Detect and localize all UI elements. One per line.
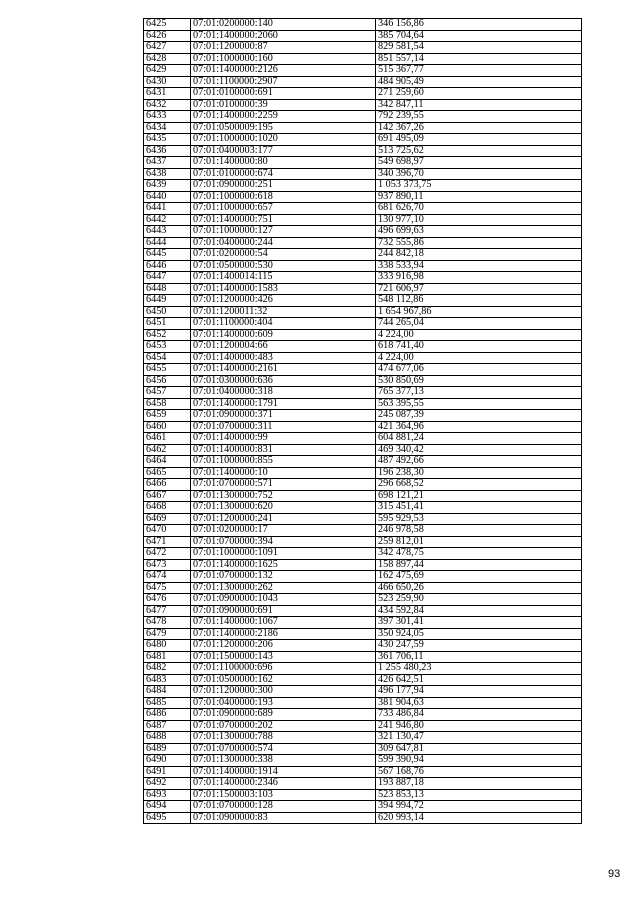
table-row: [144, 341, 582, 353]
cadastral-number-cell: 07:01:0400000:193: [191, 697, 376, 709]
row-number-cell: 6486: [144, 709, 191, 721]
row-number-cell: 6468: [144, 502, 191, 514]
table-row: [144, 513, 582, 525]
value-cell: 394 994,72: [376, 801, 582, 813]
cadastral-number-cell: 07:01:1500000:143: [191, 651, 376, 663]
table-row: [144, 329, 582, 341]
cadastral-number-cell: 07:01:0500009:195: [191, 122, 376, 134]
row-number-cell: 6425: [144, 19, 191, 31]
row-number-cell: 6426: [144, 30, 191, 42]
table-row: [144, 732, 582, 744]
cadastral-number-cell: 07:01:1000000:1091: [191, 548, 376, 560]
table-row: [144, 801, 582, 813]
table-row: [144, 352, 582, 364]
table-row: [144, 387, 582, 399]
row-number-cell: 6476: [144, 594, 191, 606]
table-row: [144, 30, 582, 42]
row-number-cell: 6494: [144, 801, 191, 813]
value-cell: 245 087,39: [376, 410, 582, 422]
table-row: [144, 433, 582, 445]
table-row: [144, 571, 582, 583]
table-row: [144, 743, 582, 755]
table-row: [144, 237, 582, 249]
cadastral-number-cell: 07:01:1400000:2126: [191, 65, 376, 77]
cadastral-number-cell: 07:01:1100000:696: [191, 663, 376, 675]
row-number-cell: 6447: [144, 272, 191, 284]
cadastral-number-cell: 07:01:0200000:17: [191, 525, 376, 537]
cadastral-number-cell: 07:01:0900000:83: [191, 812, 376, 824]
value-cell: 765 377,13: [376, 387, 582, 399]
value-cell: 681 626,70: [376, 203, 582, 215]
table-row: [144, 157, 582, 169]
table-row: [144, 617, 582, 629]
row-number-cell: 6451: [144, 318, 191, 330]
cadastral-number-cell: 07:01:1200011:32: [191, 306, 376, 318]
table-row: [144, 88, 582, 100]
value-cell: 246 978,58: [376, 525, 582, 537]
cadastral-number-cell: 07:01:1200000:206: [191, 640, 376, 652]
cadastral-number-cell: 07:01:1400000:1067: [191, 617, 376, 629]
table-body: [144, 19, 582, 824]
row-number-cell: 6444: [144, 237, 191, 249]
row-number-cell: 6466: [144, 479, 191, 491]
cadastral-number-cell: 07:01:0100000:39: [191, 99, 376, 111]
table-row: [144, 42, 582, 54]
value-cell: 466 650,26: [376, 582, 582, 594]
cadastral-number-cell: 07:01:0700000:132: [191, 571, 376, 583]
row-number-cell: 6462: [144, 444, 191, 456]
cadastral-number-cell: 07:01:0700000:202: [191, 720, 376, 732]
table-row: [144, 720, 582, 732]
table-row: [144, 283, 582, 295]
row-number-cell: 6475: [144, 582, 191, 594]
cadastral-number-cell: 07:01:1400000:80: [191, 157, 376, 169]
row-number-cell: 6446: [144, 260, 191, 272]
row-number-cell: 6458: [144, 398, 191, 410]
row-number-cell: 6477: [144, 605, 191, 617]
row-number-cell: 6483: [144, 674, 191, 686]
table-row: [144, 467, 582, 479]
value-cell: 595 929,53: [376, 513, 582, 525]
value-cell: 563 395,55: [376, 398, 582, 410]
cadastral-number-cell: 07:01:1200004:66: [191, 341, 376, 353]
row-number-cell: 6460: [144, 421, 191, 433]
value-cell: 484 905,49: [376, 76, 582, 88]
cadastral-number-cell: 07:01:0500000:162: [191, 674, 376, 686]
cadastral-number-cell: 07:01:1400000:99: [191, 433, 376, 445]
cadastral-number-cell: 07:01:1400000:751: [191, 214, 376, 226]
table-row: [144, 134, 582, 146]
table-row: [144, 306, 582, 318]
value-cell: 1 053 373,75: [376, 180, 582, 192]
table-row: [144, 766, 582, 778]
value-cell: 397 301,41: [376, 617, 582, 629]
row-number-cell: 6484: [144, 686, 191, 698]
cadastral-number-cell: 07:01:1400014:115: [191, 272, 376, 284]
value-cell: 721 606,97: [376, 283, 582, 295]
row-number-cell: 6471: [144, 536, 191, 548]
value-cell: 515 367,77: [376, 65, 582, 77]
table-row: [144, 628, 582, 640]
row-number-cell: 6455: [144, 364, 191, 376]
row-number-cell: 6487: [144, 720, 191, 732]
value-cell: 549 698,97: [376, 157, 582, 169]
value-cell: 430 247,59: [376, 640, 582, 652]
row-number-cell: 6489: [144, 743, 191, 755]
value-cell: 142 367,26: [376, 122, 582, 134]
value-cell: 342 847,11: [376, 99, 582, 111]
table-row: [144, 709, 582, 721]
value-cell: 523 853,13: [376, 789, 582, 801]
cadastral-number-cell: 07:01:1000000:1020: [191, 134, 376, 146]
value-cell: 241 946,80: [376, 720, 582, 732]
row-number-cell: 6440: [144, 191, 191, 203]
value-cell: 698 121,21: [376, 490, 582, 502]
cadastral-number-cell: 07:01:1000000:618: [191, 191, 376, 203]
table-row: [144, 456, 582, 468]
row-number-cell: 6473: [144, 559, 191, 571]
table-row: [144, 53, 582, 65]
value-cell: 604 881,24: [376, 433, 582, 445]
value-cell: 469 340,42: [376, 444, 582, 456]
value-cell: 434 592,84: [376, 605, 582, 617]
table-row: [144, 697, 582, 709]
value-cell: 158 897,44: [376, 559, 582, 571]
cadastral-number-cell: 07:01:1000000:160: [191, 53, 376, 65]
table-row: [144, 99, 582, 111]
table-row: [144, 65, 582, 77]
cadastral-number-cell: 07:01:1400000:1625: [191, 559, 376, 571]
cadastral-number-cell: 07:01:0900000:691: [191, 605, 376, 617]
row-number-cell: 6439: [144, 180, 191, 192]
cadastral-number-cell: 07:01:1100000:2907: [191, 76, 376, 88]
table-row: [144, 525, 582, 537]
value-cell: 271 259,60: [376, 88, 582, 100]
row-number-cell: 6467: [144, 490, 191, 502]
value-cell: 426 642,51: [376, 674, 582, 686]
value-cell: 744 265,04: [376, 318, 582, 330]
value-cell: 733 486,84: [376, 709, 582, 721]
row-number-cell: 6437: [144, 157, 191, 169]
table-row: [144, 686, 582, 698]
row-number-cell: 6474: [144, 571, 191, 583]
value-cell: 309 647,81: [376, 743, 582, 755]
cadastral-number-cell: 07:01:1400000:1583: [191, 283, 376, 295]
row-number-cell: 6482: [144, 663, 191, 675]
cadastral-number-cell: 07:01:0100000:674: [191, 168, 376, 180]
row-number-cell: 6479: [144, 628, 191, 640]
value-cell: 732 555,86: [376, 237, 582, 249]
row-number-cell: 6442: [144, 214, 191, 226]
value-cell: 346 156,86: [376, 19, 582, 31]
row-number-cell: 6465: [144, 467, 191, 479]
cadastral-number-cell: 07:01:1100000:404: [191, 318, 376, 330]
value-cell: 599 390,94: [376, 755, 582, 767]
table-row: [144, 421, 582, 433]
cadastral-number-cell: 07:01:1300000:752: [191, 490, 376, 502]
row-number-cell: 6448: [144, 283, 191, 295]
cadastral-number-cell: 07:01:1500003:103: [191, 789, 376, 801]
cadastral-number-cell: 07:01:1400000:2259: [191, 111, 376, 123]
table-row: [144, 674, 582, 686]
table-row: [144, 559, 582, 571]
cadastral-number-cell: 07:01:0700000:128: [191, 801, 376, 813]
table-row: [144, 548, 582, 560]
table-row: [144, 295, 582, 307]
row-number-cell: 6461: [144, 433, 191, 445]
table-row: [144, 180, 582, 192]
cadastral-number-cell: 07:01:1400000:2346: [191, 778, 376, 790]
value-cell: 513 725,62: [376, 145, 582, 157]
page-number: 93: [608, 868, 621, 880]
table-row: [144, 214, 582, 226]
table-row: [144, 375, 582, 387]
row-number-cell: 6459: [144, 410, 191, 422]
table-row: [144, 410, 582, 422]
table-row: [144, 663, 582, 675]
cadastral-number-cell: 07:01:0400000:244: [191, 237, 376, 249]
table-row: [144, 778, 582, 790]
table-row: [144, 168, 582, 180]
row-number-cell: 6478: [144, 617, 191, 629]
value-cell: 1 255 480,23: [376, 663, 582, 675]
value-cell: 530 850,69: [376, 375, 582, 387]
table-row: [144, 812, 582, 824]
row-number-cell: 6464: [144, 456, 191, 468]
table-row: [144, 191, 582, 203]
table-row: [144, 444, 582, 456]
cadastral-number-cell: 07:01:0200000:54: [191, 249, 376, 261]
row-number-cell: 6470: [144, 525, 191, 537]
cadastral-number-cell: 07:01:0200000:140: [191, 19, 376, 31]
cadastral-value-table: [143, 18, 582, 824]
value-cell: 691 495,09: [376, 134, 582, 146]
row-number-cell: 6485: [144, 697, 191, 709]
cadastral-number-cell: 07:01:0700000:394: [191, 536, 376, 548]
table-row: [144, 605, 582, 617]
table-row: [144, 789, 582, 801]
value-cell: 193 887,18: [376, 778, 582, 790]
cadastral-number-cell: 07:01:1400000:831: [191, 444, 376, 456]
row-number-cell: 6488: [144, 732, 191, 744]
cadastral-number-cell: 07:01:1200000:87: [191, 42, 376, 54]
row-number-cell: 6495: [144, 812, 191, 824]
table-row: [144, 111, 582, 123]
value-cell: 361 706,11: [376, 651, 582, 663]
value-cell: 296 668,52: [376, 479, 582, 491]
value-cell: 315 451,41: [376, 502, 582, 514]
table-row: [144, 203, 582, 215]
table-row: [144, 318, 582, 330]
row-number-cell: 6430: [144, 76, 191, 88]
table-row: [144, 226, 582, 238]
cadastral-number-cell: 07:01:1400000:2060: [191, 30, 376, 42]
value-cell: 487 492,66: [376, 456, 582, 468]
table-row: [144, 594, 582, 606]
cadastral-number-cell: 07:01:1300000:262: [191, 582, 376, 594]
row-number-cell: 6450: [144, 306, 191, 318]
row-number-cell: 6481: [144, 651, 191, 663]
cadastral-number-cell: 07:01:1400000:2186: [191, 628, 376, 640]
value-cell: 421 364,96: [376, 421, 582, 433]
table-row: [144, 536, 582, 548]
table-row: [144, 260, 582, 272]
table-row: [144, 479, 582, 491]
cadastral-number-cell: 07:01:1300000:338: [191, 755, 376, 767]
cadastral-number-cell: 07:01:1400000:2161: [191, 364, 376, 376]
cadastral-number-cell: 07:01:0100000:691: [191, 88, 376, 100]
value-cell: 385 704,64: [376, 30, 582, 42]
row-number-cell: 6454: [144, 352, 191, 364]
cadastral-number-cell: 07:01:0300000:636: [191, 375, 376, 387]
row-number-cell: 6428: [144, 53, 191, 65]
cadastral-number-cell: 07:01:1000000:657: [191, 203, 376, 215]
row-number-cell: 6469: [144, 513, 191, 525]
row-number-cell: 6480: [144, 640, 191, 652]
value-cell: 474 677,06: [376, 364, 582, 376]
row-number-cell: 6493: [144, 789, 191, 801]
cadastral-number-cell: 07:01:1400000:1914: [191, 766, 376, 778]
cadastral-number-cell: 07:01:0400003:177: [191, 145, 376, 157]
row-number-cell: 6472: [144, 548, 191, 560]
value-cell: 567 168,76: [376, 766, 582, 778]
table-row: [144, 272, 582, 284]
table-row: [144, 76, 582, 88]
value-cell: 130 977,10: [376, 214, 582, 226]
cadastral-number-cell: 07:01:1400000:10: [191, 467, 376, 479]
cadastral-number-cell: 07:01:0400000:318: [191, 387, 376, 399]
cadastral-number-cell: 07:01:0900000:251: [191, 180, 376, 192]
value-cell: 792 239,55: [376, 111, 582, 123]
cadastral-number-cell: 07:01:1400000:609: [191, 329, 376, 341]
cadastral-number-cell: 07:01:0900000:1043: [191, 594, 376, 606]
table-row: [144, 582, 582, 594]
row-number-cell: 6438: [144, 168, 191, 180]
cadastral-number-cell: 07:01:0700000:311: [191, 421, 376, 433]
row-number-cell: 6456: [144, 375, 191, 387]
value-cell: 1 654 967,86: [376, 306, 582, 318]
row-number-cell: 6457: [144, 387, 191, 399]
cadastral-number-cell: 07:01:0500000:530: [191, 260, 376, 272]
value-cell: 162 475,69: [376, 571, 582, 583]
cadastral-number-cell: 07:01:0700000:571: [191, 479, 376, 491]
row-number-cell: 6443: [144, 226, 191, 238]
value-cell: 851 557,14: [376, 53, 582, 65]
row-number-cell: 6441: [144, 203, 191, 215]
row-number-cell: 6427: [144, 42, 191, 54]
table-row: [144, 640, 582, 652]
cadastral-number-cell: 07:01:1200000:300: [191, 686, 376, 698]
value-cell: 4 224,00: [376, 352, 582, 364]
cadastral-number-cell: 07:01:1000000:127: [191, 226, 376, 238]
cadastral-number-cell: 07:01:0900000:689: [191, 709, 376, 721]
cadastral-number-cell: 07:01:1000000:855: [191, 456, 376, 468]
cadastral-number-cell: 07:01:0900000:371: [191, 410, 376, 422]
row-number-cell: 6490: [144, 755, 191, 767]
table-row: [144, 364, 582, 376]
value-cell: 937 890,11: [376, 191, 582, 203]
row-number-cell: 6432: [144, 99, 191, 111]
value-cell: 244 842,18: [376, 249, 582, 261]
value-cell: 496 699,63: [376, 226, 582, 238]
table-row: [144, 19, 582, 31]
value-cell: 259 812,01: [376, 536, 582, 548]
row-number-cell: 6445: [144, 249, 191, 261]
value-cell: 4 224,00: [376, 329, 582, 341]
row-number-cell: 6435: [144, 134, 191, 146]
value-cell: 829 581,54: [376, 42, 582, 54]
row-number-cell: 6433: [144, 111, 191, 123]
cadastral-number-cell: 07:01:1400000:1791: [191, 398, 376, 410]
value-cell: 340 396,70: [376, 168, 582, 180]
row-number-cell: 6491: [144, 766, 191, 778]
value-cell: 496 177,94: [376, 686, 582, 698]
value-cell: 381 904,63: [376, 697, 582, 709]
table-row: [144, 651, 582, 663]
cadastral-number-cell: 07:01:1300000:620: [191, 502, 376, 514]
row-number-cell: 6436: [144, 145, 191, 157]
table-row: [144, 398, 582, 410]
value-cell: 523 259,90: [376, 594, 582, 606]
value-cell: 620 993,14: [376, 812, 582, 824]
table-row: [144, 755, 582, 767]
row-number-cell: 6492: [144, 778, 191, 790]
table-row: [144, 502, 582, 514]
table-row: [144, 490, 582, 502]
value-cell: 338 533,94: [376, 260, 582, 272]
value-cell: 342 478,75: [376, 548, 582, 560]
row-number-cell: 6449: [144, 295, 191, 307]
value-cell: 321 130,47: [376, 732, 582, 744]
row-number-cell: 6452: [144, 329, 191, 341]
row-number-cell: 6431: [144, 88, 191, 100]
value-cell: 548 112,86: [376, 295, 582, 307]
value-cell: 196 238,30: [376, 467, 582, 479]
table-row: [144, 122, 582, 134]
row-number-cell: 6434: [144, 122, 191, 134]
cadastral-number-cell: 07:01:1400000:483: [191, 352, 376, 364]
row-number-cell: 6453: [144, 341, 191, 353]
cadastral-number-cell: 07:01:1300000:788: [191, 732, 376, 744]
table-row: [144, 145, 582, 157]
cadastral-number-cell: 07:01:0700000:574: [191, 743, 376, 755]
value-cell: 333 916,98: [376, 272, 582, 284]
cadastral-number-cell: 07:01:1200000:241: [191, 513, 376, 525]
cadastral-number-cell: 07:01:1200000:426: [191, 295, 376, 307]
row-number-cell: 6429: [144, 65, 191, 77]
value-cell: 350 924,05: [376, 628, 582, 640]
value-cell: 618 741,40: [376, 341, 582, 353]
table-row: [144, 249, 582, 261]
